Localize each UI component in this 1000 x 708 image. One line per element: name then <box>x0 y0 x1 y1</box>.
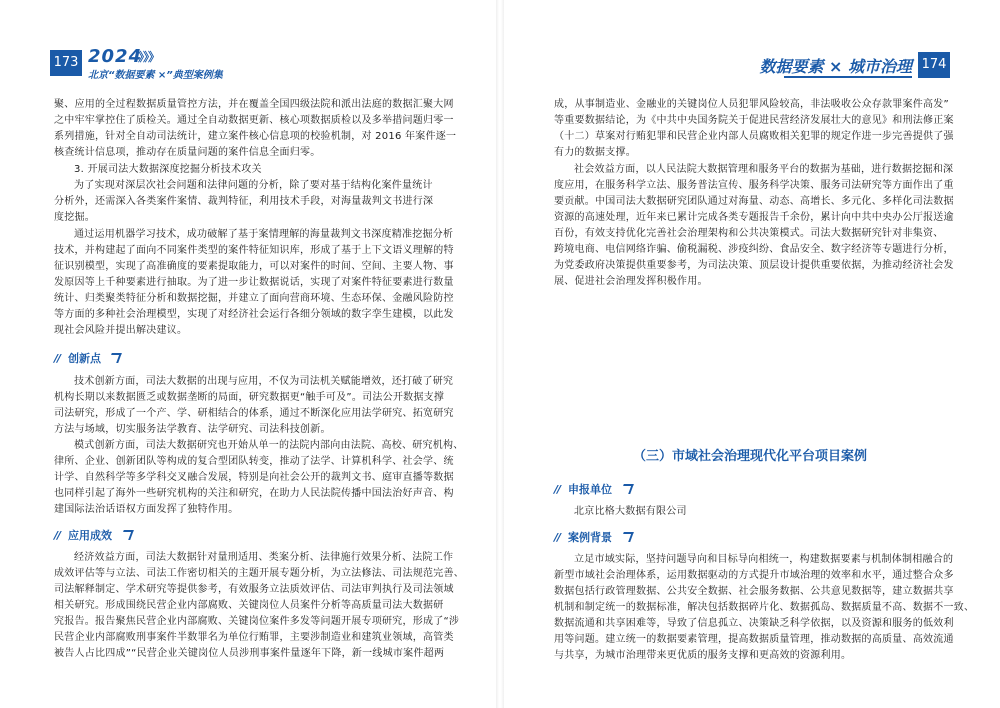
body-line: （十二）草案对行贿犯罪和民营企业内部人员腐败相关犯罪的规定作进一步完善提供了强 <box>554 131 954 142</box>
body-line: 分析外，还需深入各类案件案情、裁判特征，利用技术手段，对海量裁判文书进行深 <box>54 196 434 207</box>
section-heading-results <box>54 527 254 543</box>
body-line: 新型市域社会治理体系，运用数据驱动的方式提升市域治理的效率和水平，通过整合众多 <box>554 570 954 581</box>
right-page-number: 174 <box>918 52 950 78</box>
body-line: 百份，有效支持优化完善社会治理架构和公共决策模式。司法大数据研究针对非集资、 <box>554 228 944 239</box>
section-tail-icon <box>620 532 634 542</box>
body-line: 被告人占比四成”“民营企业关键岗位人员涉刑事案件量逐年下降，新一线城市案件超两 <box>54 648 445 659</box>
section-slash-icon: // <box>54 529 61 542</box>
right-header-title: 数据要素 × 城市治理 <box>759 57 912 76</box>
body-line: 展、促进社会治理发挥积极作用。 <box>554 276 708 287</box>
body-line: 聚、应用的全过程数据质量管控方法，并在覆盖全国四级法院和派出法庭的数据汇聚大网 <box>54 99 454 110</box>
section-title: 创新点 <box>68 352 101 365</box>
item-heading: 3. 开展司法大数据深度挖掘分析技术攻关 <box>74 164 262 175</box>
page-gutter <box>496 0 504 708</box>
body-line: 为党委政府决策提供重要参考，为司法决策、顶层设计提供重要依据，为推动经济社会发 <box>554 260 954 271</box>
body-line: 技术创新方面，司法大数据的出现与应用，不仅为司法机关赋能增效，还打破了研究 <box>74 376 454 387</box>
body-line: 为了实现对深层次社会问题和法律问题的分析，除了要对基于结构化案件量统计 <box>74 180 433 191</box>
body-line: 等方面的多种社会治理模型，实现了对经济社会运行各细分领域的数字孪生建模，以此发 <box>54 309 454 320</box>
body-line: 数据包括行政管理数据、公共安全数据、社会服务数据、公共意见数据等，建立数据共享 <box>554 586 954 597</box>
section-tail-icon <box>620 484 634 494</box>
brand-year: 2024 <box>88 46 143 67</box>
body-line: 核查统计信息项，推动存在质量问题的案件信息全面归零。 <box>54 147 321 158</box>
brand-subtitle: 北京“数据要素 ×”典型案例集 <box>88 70 223 81</box>
right-header-underline <box>784 76 912 78</box>
body-line: 机构长期以来数据匮乏或数据垄断的局面，研究数据更“触手可及”。司法公开数据支撑 <box>54 392 445 403</box>
body-line: 相关研究。形成围绕民营企业内部腐败、关键岗位人员案件分析等高质量司法大数据研 <box>54 600 444 611</box>
body-line: 数据流通和共享困难等，导致了信息孤立、决策缺乏科学依据，以及资源和服务的低效利 <box>554 618 954 629</box>
body-line: 司法研究，形成了一个产、学、研相结合的体系，通过不断深化应用法学研究、拓宽研究 <box>54 408 454 419</box>
section-heading-background <box>554 529 754 545</box>
body-line: 计学、自然科学等多学科交叉融合发展，特别是向社会公开的裁判文书、庭审直播等数据 <box>54 472 454 483</box>
body-line: 民营企业内部腐败刑事案件半数罪名为单位行贿罪，主要涉制造业和建筑业领域，高管类 <box>54 632 454 643</box>
body-line: 模式创新方面，司法大数据研究也开始从单一的法院内部向由法院、高校、研究机构、 <box>74 440 464 451</box>
section-title: 案例背景 <box>568 531 612 544</box>
body-line: 现社会风险并提出解决建议。 <box>54 325 188 336</box>
section-tail-icon <box>108 353 122 363</box>
body-line: 跨境电商、电信网络诈骗、偷税漏税、涉疫纠纷、食品安全、数字经济等专题进行分析， <box>554 244 954 255</box>
body-line: 之中牢牢掌控住了质检关。通过全自动数据更新、核心项数据质检以及多举措问题归零一 <box>54 115 454 126</box>
brand-arrows-icon: 》》》 <box>138 50 160 64</box>
body-line: 统计、归类聚类特征分析和数据挖掘，并建立了面向营商环境、生态环保、金融风险防控 <box>54 293 454 304</box>
body-line: 与共享，为城市治理带来更优质的服务支撑和更高效的资源利用。 <box>554 650 852 661</box>
body-line: 司法解释制定、学术研究等提供参考，有效服务立法质效评估、司法审判执行及司法领域 <box>54 584 454 595</box>
left-page-number: 173 <box>50 50 82 76</box>
body-line: 通过运用机器学习技术，成功破解了基于案情理解的海量裁判文书深度精准挖掘分析 <box>74 229 454 240</box>
body-line: 技术，并构建起了面向不同案件类型的案件特征知识库，形成了基于上下文语义理解的特 <box>54 245 454 256</box>
applicant-name: 北京比格大数据有限公司 <box>574 506 687 517</box>
body-line: 度应用，在服务科学立法、服务普法宣传、服务科学决策、服务司法研究等方面作出了重 <box>554 180 954 191</box>
body-line: 建国际法治话语权方面发挥了独特作用。 <box>54 504 239 515</box>
body-line: 发原因等上千种要素进行抽取。为了进一步让数据说话，实现了对案件特征要素进行数量 <box>54 277 454 288</box>
body-line: 等重要数据结论，为《中共中央国务院关于促进民营经济发展壮大的意见》和刑法修正案 <box>554 115 954 126</box>
section-title: 申报单位 <box>568 483 612 496</box>
body-line: 征识别模型，实现了高准确度的要素提取能力，可以对案件的时间、空间、主要人物、事 <box>54 261 454 272</box>
body-line: 机制和制定统一的数据标准，解决包括数据碎片化、数据孤岛、数据质量不高、数据不一致、 <box>554 602 975 613</box>
body-line: 立足市域实际，坚持问题导向和目标导向相统一，构建数据要素与机制体制相融合的 <box>574 554 954 565</box>
body-line: 成，从事制造业、金融业的关键岗位人员犯罪风险较高，非法吸收公众存款罪案件高发” <box>554 99 949 110</box>
body-line: 有力的数据支撑。 <box>554 147 636 158</box>
section-heading-innovation <box>54 350 254 366</box>
section-heading-applicant <box>554 481 754 497</box>
body-line: 也同样引起了海外一些研究机构的关注和研究，在助力人民法院传播中国法治好声音、构 <box>54 488 454 499</box>
body-line: 律所、企业、创新团队等构成的复合型团队转变，推动了法学、计算机科学、社会学、统 <box>54 456 454 467</box>
section-title: 应用成效 <box>68 529 112 542</box>
case-title: （三）市域社会治理现代化平台项目案例 <box>632 449 867 464</box>
body-line: 资源的高速处理，近年来已累计完成各类专题报告千余份，累计向中共中央办公厅报送逾 <box>554 212 954 223</box>
section-slash-icon: // <box>54 352 61 365</box>
body-line: 究报告。报告聚焦民营企业内部腐败、关键岗位案件多发等问题开展专项研究，形成了“涉 <box>54 616 460 627</box>
body-line: 系列措施，针对全自动司法统计，建立案件核心信息项的校验机制，对 2016 年案件逐一 <box>54 131 457 142</box>
body-line: 度挖掘。 <box>54 212 95 223</box>
body-line: 成效评估等与立法、司法工作密切相关的主题开展专题分析，为立法修法、司法规范完善、 <box>54 568 464 579</box>
section-slash-icon: // <box>554 483 561 496</box>
section-tail-icon <box>120 530 134 540</box>
body-line: 要贡献。中国司法大数据研究团队通过对海量、动态、高增长、多元化、多样化司法数据 <box>554 196 954 207</box>
body-line: 方法与场域，切实服务法学教育、法学研究、司法科技创新。 <box>54 424 331 435</box>
body-line: 社会效益方面，以人民法院大数据管理和服务平台的数据为基础，进行数据挖掘和深 <box>574 164 954 175</box>
right-page-header <box>750 52 950 80</box>
body-line: 经济效益方面，司法大数据针对量刑适用、类案分析、法律施行效果分析、法院工作 <box>74 552 454 563</box>
body-line: 用等问题。建立统一的数据要素管理，提高数据质量管理，推动数据的高质量、高效流通 <box>554 634 954 645</box>
section-slash-icon: // <box>554 531 561 544</box>
